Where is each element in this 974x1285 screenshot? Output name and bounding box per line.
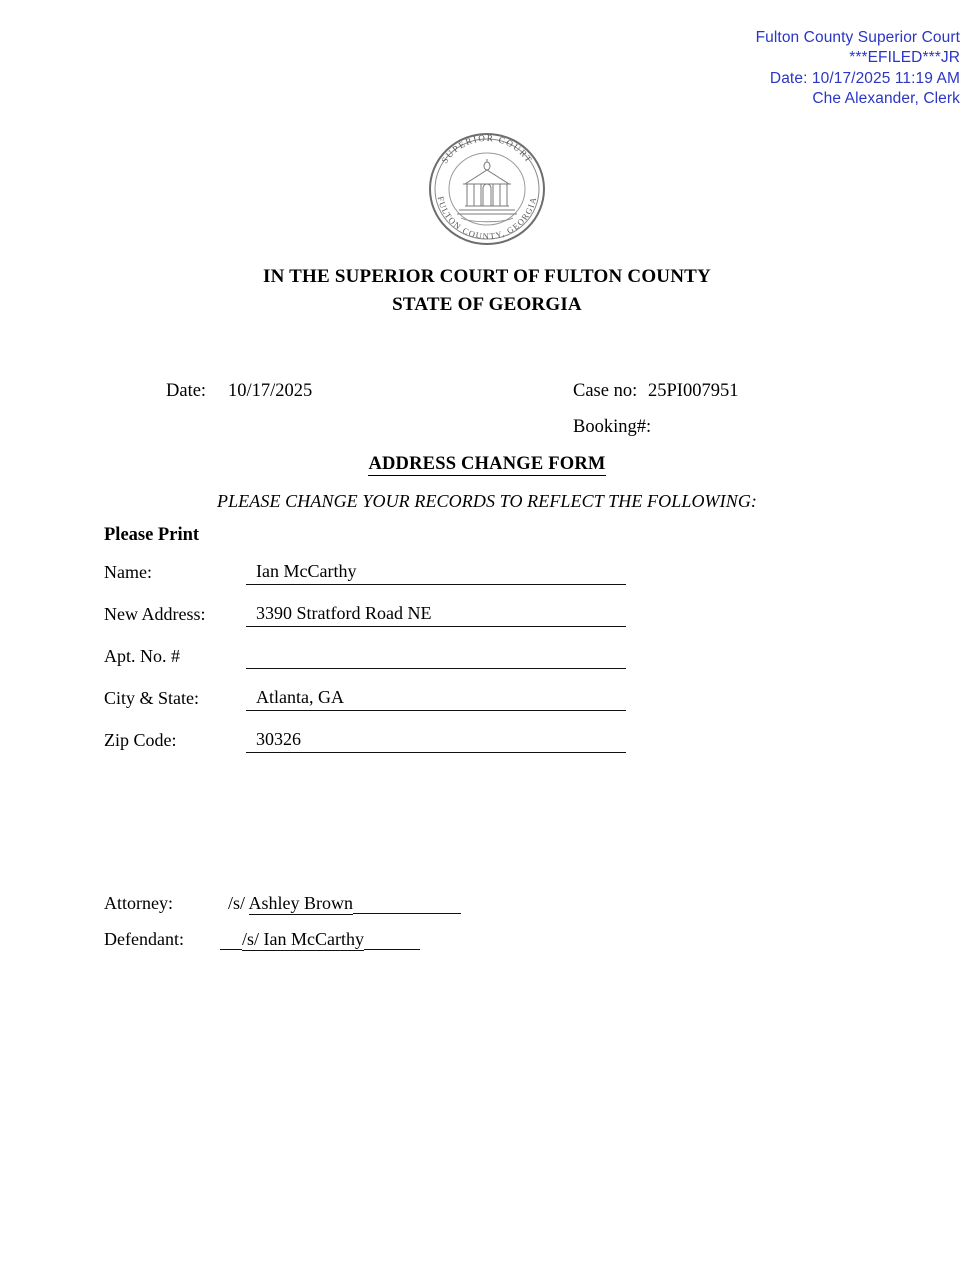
attorney-label: Attorney:	[104, 893, 173, 913]
efiling-stamp	[756, 28, 960, 110]
attorney-signature[interactable]	[228, 893, 461, 914]
field-row-city-state	[104, 686, 724, 728]
city-state-input[interactable]	[246, 686, 626, 711]
zip-code-label: Zip Code:	[104, 730, 177, 750]
booking-number-label: Booking#:	[573, 417, 652, 437]
signature-row-attorney	[104, 892, 724, 928]
field-row-zip-code	[104, 728, 724, 770]
apt-no-label: Apt. No. #	[104, 646, 180, 666]
address-fields	[104, 560, 724, 770]
defendant-label: Defendant:	[104, 929, 184, 949]
name-label: Name:	[104, 562, 152, 582]
date-value: 10/17/2025	[228, 381, 313, 401]
efiling-stamp-line-court: Fulton County Superior Court	[755, 29, 960, 46]
defendant-signature[interactable]	[220, 929, 420, 950]
defendant-signature-name: /s/ Ian McCarthy	[242, 929, 364, 949]
form-title-text: ADDRESS CHANGE FORM	[368, 454, 606, 474]
city-state-value: Atlanta, GA	[256, 687, 344, 707]
apt-no-input[interactable]	[246, 644, 626, 669]
form-subtitle: PLEASE CHANGE YOUR RECORDS TO REFLECT THE FOLLOWING:	[216, 491, 758, 511]
signature-row-defendant	[104, 928, 724, 964]
defendant-signature-line	[364, 932, 420, 950]
name-value: Ian McCarthy	[256, 561, 357, 581]
name-input[interactable]	[246, 560, 626, 585]
form-title	[0, 454, 974, 475]
svg-text:FULTON COUNTY, GEORGIA: FULTON COUNTY, GEORGIA	[435, 195, 539, 242]
new-address-input[interactable]	[246, 602, 626, 627]
attorney-signature-name: Ashley Brown	[248, 893, 354, 913]
field-row-apt-no	[104, 644, 724, 686]
case-number-value: 25PI007951	[648, 381, 739, 401]
please-print-label: Please Print	[104, 525, 200, 545]
date-label: Date:	[166, 381, 207, 401]
case-number-label: Case no:	[573, 381, 638, 401]
svg-text:SUPERIOR COURT: SUPERIOR COURT	[439, 132, 535, 166]
zip-code-value: 30326	[256, 729, 301, 749]
new-address-value: 3390 Stratford Road NE	[256, 603, 432, 623]
new-address-label: New Address:	[104, 604, 206, 624]
attorney-signature-prefix: /s/	[228, 893, 246, 913]
court-seal-container	[0, 126, 974, 252]
court-heading	[0, 263, 974, 318]
zip-code-input[interactable]	[246, 728, 626, 753]
court-heading-line1: IN THE SUPERIOR COURT OF FULTON COUNTY	[263, 266, 711, 287]
attorney-signature-line	[353, 896, 461, 914]
efiling-stamp-line-date: Date: 10/17/2025 11:19 AM	[769, 69, 960, 87]
court-seal-icon	[421, 126, 553, 252]
court-heading-line2: STATE OF GEORGIA	[392, 293, 582, 315]
efiling-stamp-line-efiled: ***EFILED***JR	[849, 49, 960, 67]
defendant-signature-line-lead	[220, 932, 242, 950]
efiling-stamp-line-clerk: Che Alexander, Clerk	[812, 90, 960, 108]
field-row-name	[104, 560, 724, 602]
signature-block	[104, 892, 724, 964]
city-state-label: City & State:	[104, 688, 200, 708]
field-row-new-address	[104, 602, 724, 644]
